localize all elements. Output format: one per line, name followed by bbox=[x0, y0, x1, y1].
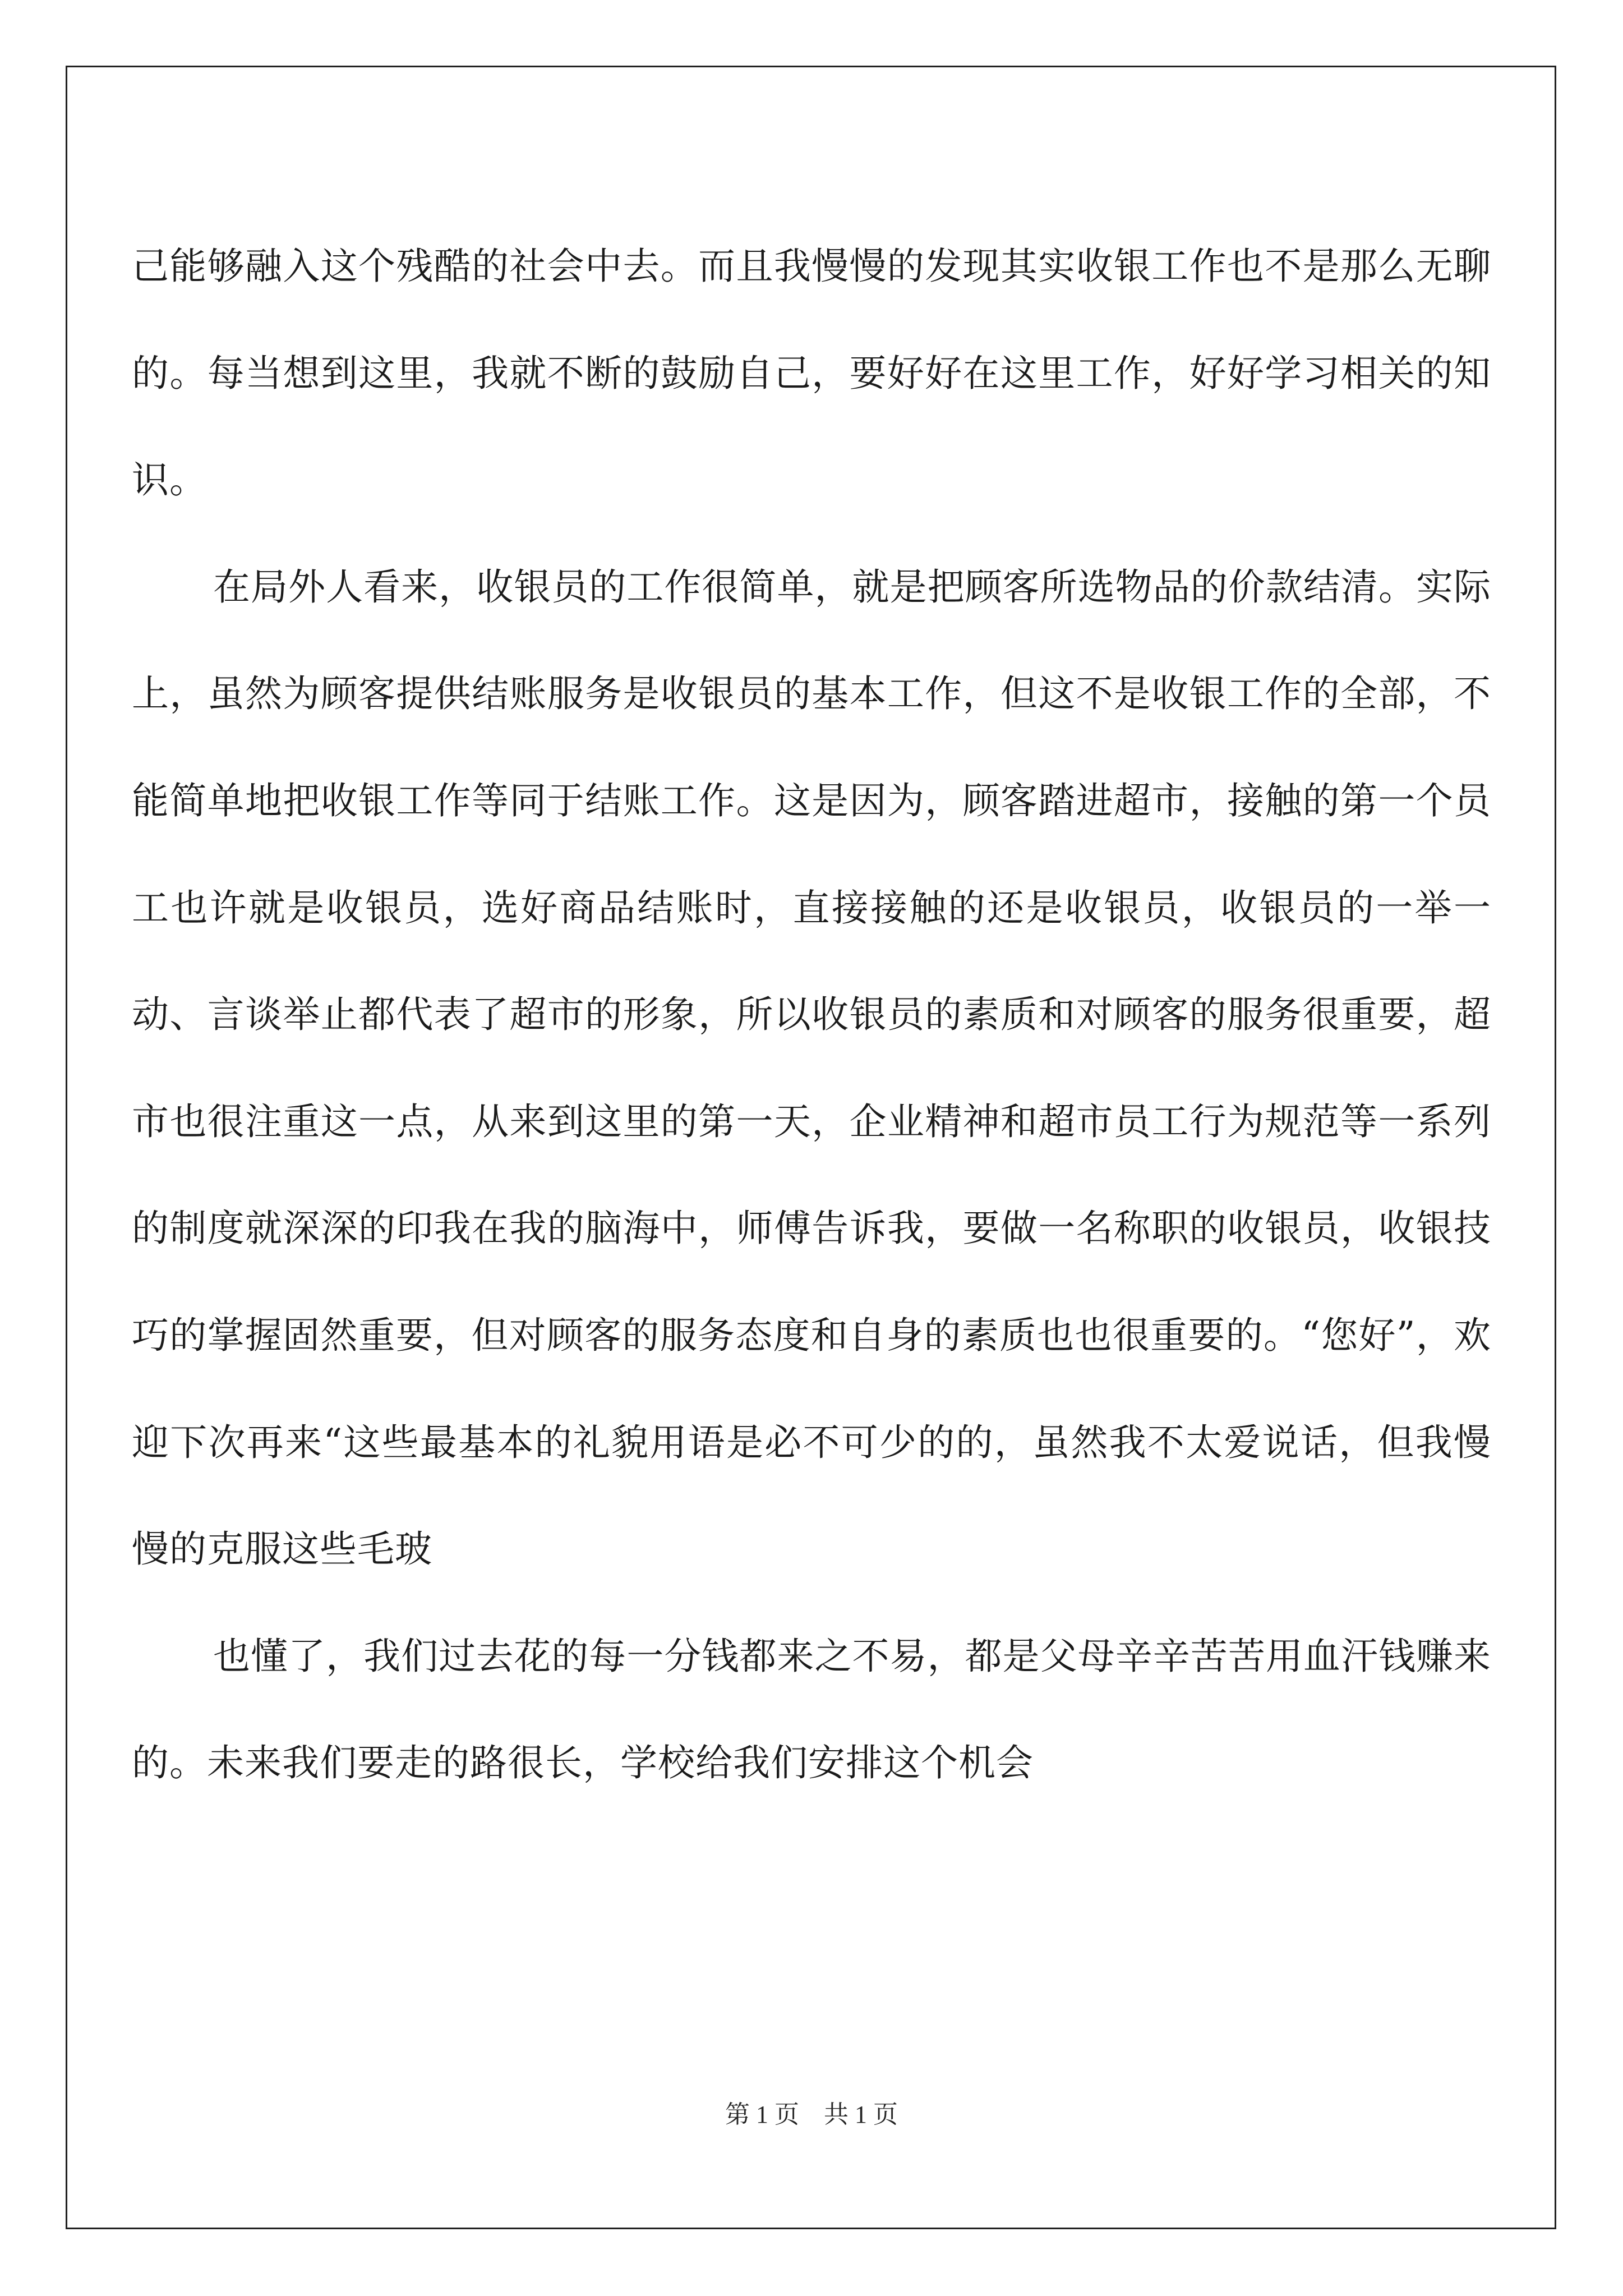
paragraph-1: 己能够融入这个残酷的社会中去。而且我慢慢的发现其实收银工作也不是那么无聊的。每当想到这里，我就不断的鼓励自己，要好好在这里工作，好好学习相关的知识。 bbox=[132, 245, 1491, 502]
paragraph-3: 也懂了，我们过去花的每一分钱都来之不易，都是父母辛辛苦苦用血汗钱赚来的。未来我们要走的路很长，学校给我们安排这个机会 bbox=[132, 1634, 1491, 1785]
paragraph-2: 在局外人看来，收银员的工作很简单，就是把顾客所选物品的价款结清。实际上，虽然为顾客提供结账服务是收银员的基本工作，但这不是收银工作的全部，不能简单地把收银工作等同于结账工作。这是因为，顾客踏进超市，接触的第一个员工也许就是收银员，选好商品结账时，直接接触的还是收银员，收银员的一举一动、言谈举止都代表了超市的形象，所以收银员的素质和对顾客的服务很重要，超市也很注重这一点，从来到这里的第一天，企业精神和超市员工行为规范等一系列的制度就深深的印我在我的脑海中，师傅告诉我，要做一名称职的收银员，收银技巧的掌握固然重要，但对顾客的服务态度和自身的素质也也很重要的。“您好”，欢迎下次再来“这些最基本的礼貌用语是必不可少的的，虽然我不太爱说话，但我慢慢的克服这些毛玻 bbox=[132, 565, 1491, 1571]
page-number-footer: 第 1 页 共 1 页 bbox=[725, 2101, 898, 2128]
document-body bbox=[132, 213, 1491, 1817]
